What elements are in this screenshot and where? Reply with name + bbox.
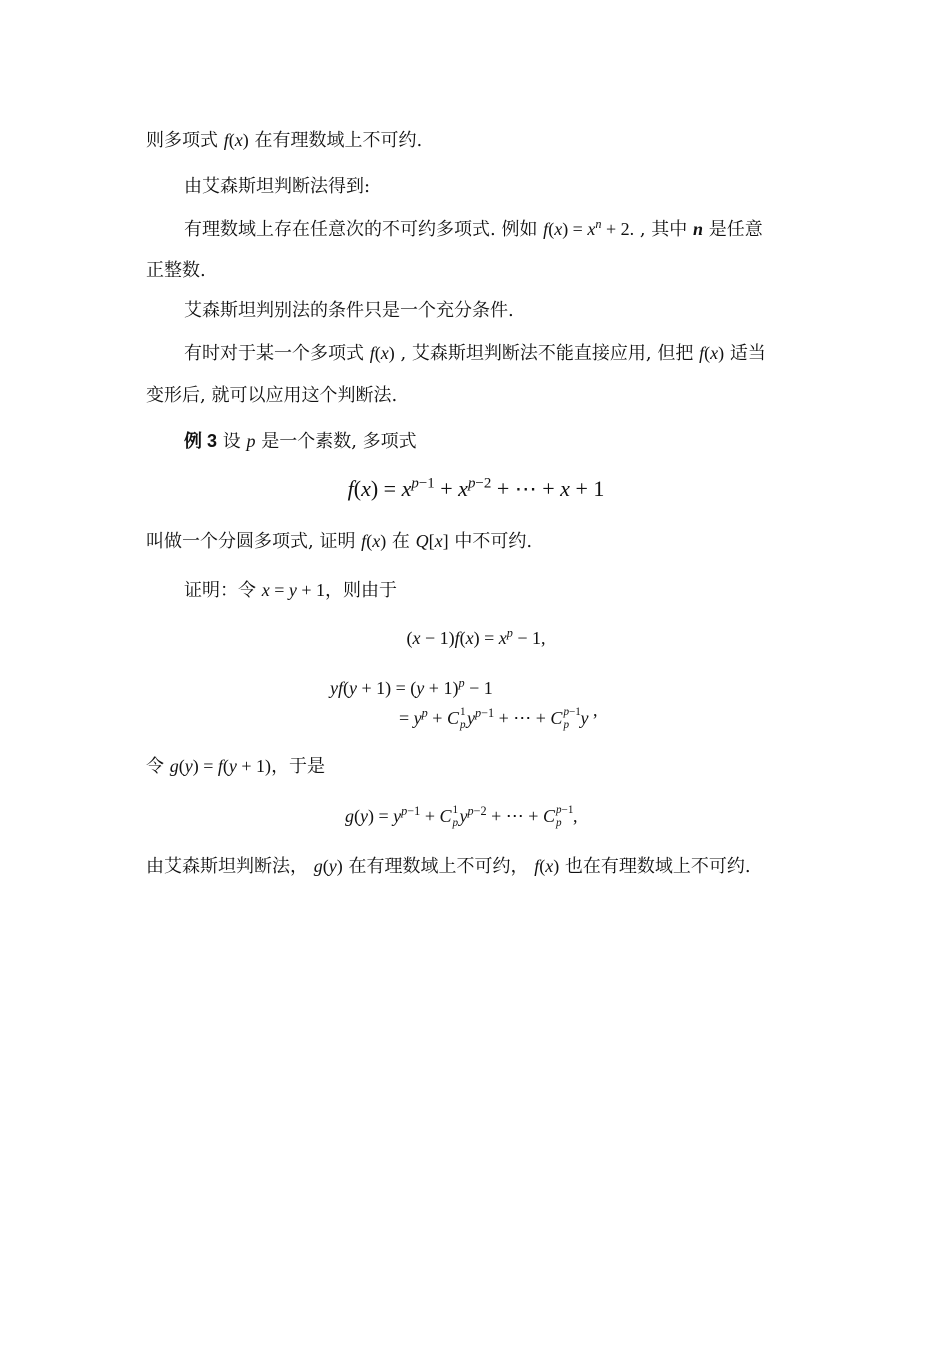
- line-2-text: 由艾森斯坦判断法得到:: [184, 176, 371, 197]
- text-line-2: [184, 174, 370, 200]
- text-line-8: 令 g(y) = f(y + 1)，于是: [146, 756, 326, 777]
- equation-3a: $yf(y + 1) = (y + 1)^p - 1$: [330, 676, 493, 698]
- example-label: 例 3: [184, 431, 218, 451]
- equation-4: $g(y) = y^{p-1} + C$ 1 p $y^{p-2}$ + ⋯ + C p−1 p ,: [345, 803, 578, 830]
- text-line-5b: [146, 383, 397, 409]
- line-4-text: 艾森斯坦判别法的条件只是一个充分条件.: [184, 300, 514, 321]
- text-line-3a: 有理数域上存在任意次的不可约多项式. 例如 $f(x) = x^n + 2$. , 其中 n 是任意: [184, 217, 763, 240]
- text-line-1: 则多项式 f(x) 在有理数域上不可约.: [146, 130, 423, 151]
- text-line-4: [184, 298, 514, 324]
- equation-2: $(x - 1)f(x) = x^p - 1$,: [406, 626, 546, 648]
- equation-1: $f(x) = x^{p-1} + x^{p-2}$ + ⋯ + x + 1: [347, 475, 605, 501]
- line-5b-text: 变形后, 就可以应用这个判断法.: [146, 385, 398, 406]
- text-line-3b: [146, 258, 206, 284]
- text-line-6: 叫做一个分圆多项式, 证明 f(x) 在 Q[x] 中不可约.: [146, 531, 533, 552]
- text-line-5a: 有时对于某一个多项式 f(x) , 艾森斯坦判断法不能直接应用, 但把 f(x) 适当: [184, 343, 766, 364]
- line-3b-text: 正整数.: [146, 260, 206, 281]
- example-3-line: 例 3 设 p 是一个素数, 多项式: [184, 431, 417, 452]
- proof-line: 证明：令 x = y + 1，则由于: [184, 580, 398, 601]
- text-line-9: 由艾森斯坦判断法， g(y) 在有理数域上不可约， f(x) 也在有理数域上不可约.: [146, 856, 751, 877]
- equation-3b: = $y^p + C$ 1 p $y^{p-1}$ + ⋯ + C p−1 p y ,: [399, 700, 598, 732]
